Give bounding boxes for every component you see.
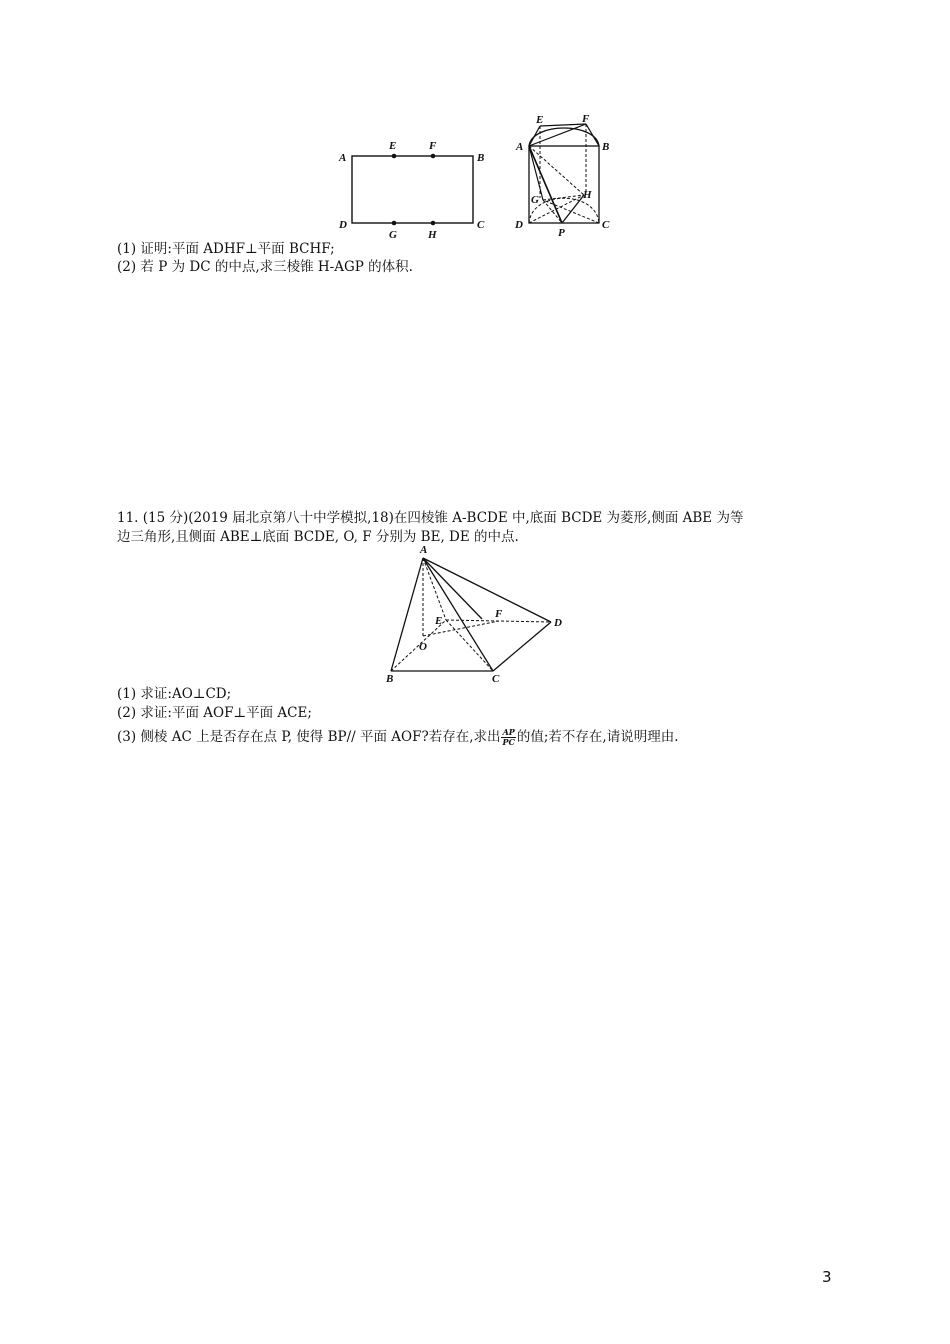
solid-label-e: E <box>536 114 544 126</box>
pyr-label-o: O <box>419 641 427 653</box>
q10-part-2: (2) 若 P 为 DC 的中点,求三棱锥 H-AGP 的体积. <box>117 259 413 275</box>
q11-part-3-after: 的值;若不存在,请说明理由. <box>516 729 679 745</box>
solid-label-p: P <box>558 227 565 239</box>
pyr-label-a: A <box>420 544 428 556</box>
q11-part-3 <box>117 728 679 747</box>
pyr-label-f: F <box>495 608 503 620</box>
rect-label-f: F <box>429 140 437 152</box>
solid-label-h: H <box>583 189 592 201</box>
pyramid-figure <box>380 540 570 685</box>
rect-label-e: E <box>389 140 397 152</box>
solid-label-g: G <box>531 194 539 206</box>
ap-over-pc-fraction <box>501 728 515 747</box>
q11-stem-line-2: 边三角形,且侧面 ABE⊥底面 BCDE, O, F 分别为 BE, DE 的中点. <box>117 529 519 545</box>
solid-label-f: F <box>582 113 590 125</box>
q11-part-1: (1) 求证:AO⊥CD; <box>117 686 232 702</box>
q11-stem-line-1: 11. (15 分)(2019 届北京第八十中学模拟,18)在四棱锥 A-BCDE 中,底面 BCDE 为菱形,侧面 ABE 为等 <box>117 510 744 526</box>
q10-part-1: (1) 证明:平面 ADHF⊥平面 BCHF; <box>117 241 335 257</box>
rect-label-b: B <box>477 152 485 164</box>
rect-label-c: C <box>477 219 485 231</box>
rect-label-d: D <box>339 219 347 231</box>
rectangle-figure <box>335 135 495 245</box>
page-number: 3 <box>822 1268 832 1286</box>
pyr-label-e: E <box>435 615 443 627</box>
folded-solid-figure <box>510 110 620 240</box>
solid-label-b: B <box>602 141 610 153</box>
rect-label-g: G <box>389 229 397 241</box>
solid-label-c: C <box>602 219 610 231</box>
pyr-label-d: D <box>554 617 562 629</box>
solid-label-d: D <box>515 219 523 231</box>
q11-part-3-before: (3) 侧棱 AC 上是否存在点 P, 使得 BP// 平面 AOF?若存在,求出 <box>117 729 501 745</box>
pyr-label-c: C <box>492 673 500 685</box>
solid-label-a: A <box>516 141 524 153</box>
fraction-numerator: AP <box>502 727 515 737</box>
rect-label-h: H <box>428 229 437 241</box>
rect-label-a: A <box>339 152 347 164</box>
pyr-label-b: B <box>386 673 394 685</box>
fraction-denominator: PC <box>502 737 515 747</box>
q11-part-2: (2) 求证:平面 AOF⊥平面 ACE; <box>117 705 312 721</box>
